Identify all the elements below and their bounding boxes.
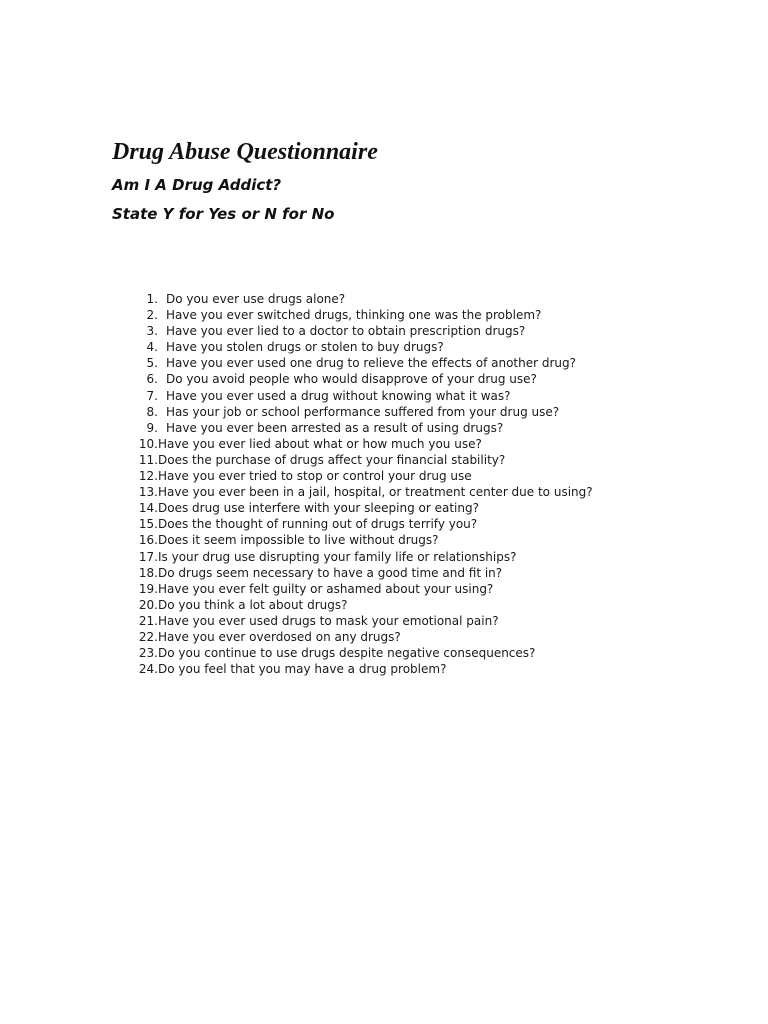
question-item bbox=[134, 661, 593, 677]
question-spacer bbox=[158, 323, 166, 339]
question-text: Is your drug use disrupting your family life or relationships? bbox=[158, 549, 517, 564]
question-text: Have you ever been arrested as a result of using drugs? bbox=[166, 420, 504, 435]
question-number: 8. bbox=[146, 404, 158, 419]
question-number: 4. bbox=[146, 340, 158, 355]
question-number: 9. bbox=[146, 420, 158, 435]
question-text: Does it seem impossible to live without drugs? bbox=[158, 533, 439, 548]
question-number: 6. bbox=[146, 372, 158, 387]
question-number: 5. bbox=[146, 356, 158, 371]
question-number: 24. bbox=[138, 662, 158, 677]
question-text: Does the purchase of drugs affect your financial stability? bbox=[158, 452, 506, 467]
question-number: 17. bbox=[138, 549, 158, 564]
question-item bbox=[134, 565, 593, 581]
question-item bbox=[134, 500, 593, 516]
question-item bbox=[134, 452, 593, 468]
question-number: 21. bbox=[138, 613, 158, 628]
question-number: 14. bbox=[138, 501, 158, 516]
question-item bbox=[134, 339, 593, 355]
question-item bbox=[134, 323, 593, 339]
question-text: Have you ever switched drugs, thinking one was the problem? bbox=[166, 308, 542, 323]
question-item bbox=[134, 597, 593, 613]
question-item bbox=[134, 371, 593, 387]
question-number: 20. bbox=[138, 597, 158, 612]
question-item bbox=[134, 436, 593, 452]
question-spacer bbox=[158, 339, 166, 355]
question-spacer bbox=[158, 420, 166, 436]
question-item bbox=[134, 355, 593, 371]
question-item bbox=[134, 484, 593, 500]
question-spacer bbox=[158, 371, 166, 387]
question-text: Do you continue to use drugs despite negative consequences? bbox=[158, 646, 536, 661]
question-text: Have you ever used a drug without knowing what it was? bbox=[166, 388, 511, 403]
question-text: Have you ever tried to stop or control your drug use bbox=[158, 469, 472, 484]
question-text: Have you ever felt guilty or ashamed about your using? bbox=[158, 581, 494, 596]
question-item bbox=[134, 581, 593, 597]
question-number: 22. bbox=[138, 629, 158, 644]
question-number: 16. bbox=[138, 533, 158, 548]
question-text: Does drug use interfere with your sleeping or eating? bbox=[158, 501, 479, 516]
question-number: 18. bbox=[138, 565, 158, 580]
question-spacer bbox=[158, 388, 166, 404]
question-text: Have you ever used drugs to mask your emotional pain? bbox=[158, 613, 499, 628]
document-subtitle: Am I A Drug Addict? bbox=[112, 176, 282, 194]
question-text: Do you avoid people who would disapprove of your drug use? bbox=[166, 372, 537, 387]
question-number: 12. bbox=[138, 469, 158, 484]
answer-instruction: State Y for Yes or N for No bbox=[112, 205, 335, 223]
question-item bbox=[134, 629, 593, 645]
question-text: Do you ever use drugs alone? bbox=[166, 292, 346, 306]
question-item bbox=[134, 532, 593, 548]
question-text: Do you think a lot about drugs? bbox=[158, 597, 348, 612]
question-spacer bbox=[158, 291, 166, 307]
question-number: 11. bbox=[138, 452, 158, 467]
question-text: Do drugs seem necessary to have a good time and fit in? bbox=[158, 565, 503, 580]
question-item bbox=[134, 613, 593, 629]
question-item bbox=[134, 388, 593, 404]
question-item bbox=[134, 645, 593, 661]
question-item bbox=[134, 468, 593, 484]
question-number: 7. bbox=[146, 388, 158, 403]
question-text: Have you ever used one drug to relieve the effects of another drug? bbox=[166, 356, 576, 371]
question-number: 1. bbox=[146, 292, 158, 306]
question-text: Have you ever overdosed on any drugs? bbox=[158, 629, 401, 644]
question-text: Have you ever been in a jail, hospital, or treatment center due to using? bbox=[158, 485, 593, 500]
question-text: Does the thought of running out of drugs terrify you? bbox=[158, 517, 478, 532]
question-text: Have you ever lied to a doctor to obtain prescription drugs? bbox=[166, 324, 526, 339]
question-list bbox=[134, 291, 593, 677]
question-item bbox=[134, 516, 593, 532]
question-number: 23. bbox=[138, 646, 158, 661]
question-item bbox=[134, 291, 593, 307]
question-spacer bbox=[158, 404, 166, 420]
question-item bbox=[134, 420, 593, 436]
question-text: Do you feel that you may have a drug problem? bbox=[158, 662, 447, 677]
question-number: 15. bbox=[138, 517, 158, 532]
question-number: 10. bbox=[138, 436, 158, 451]
question-item bbox=[134, 307, 593, 323]
question-spacer bbox=[158, 355, 166, 371]
question-number: 19. bbox=[138, 581, 158, 596]
document-title: Drug Abuse Questionnaire bbox=[112, 139, 378, 165]
question-text: Has your job or school performance suffered from your drug use? bbox=[166, 404, 560, 419]
question-number: 13. bbox=[138, 485, 158, 500]
question-number: 2. bbox=[146, 308, 158, 323]
question-number: 3. bbox=[146, 324, 158, 339]
question-text: Have you stolen drugs or stolen to buy drugs? bbox=[166, 340, 444, 355]
question-spacer bbox=[158, 307, 166, 323]
question-item bbox=[134, 404, 593, 420]
question-item bbox=[134, 549, 593, 565]
question-text: Have you ever lied about what or how much you use? bbox=[158, 436, 482, 451]
